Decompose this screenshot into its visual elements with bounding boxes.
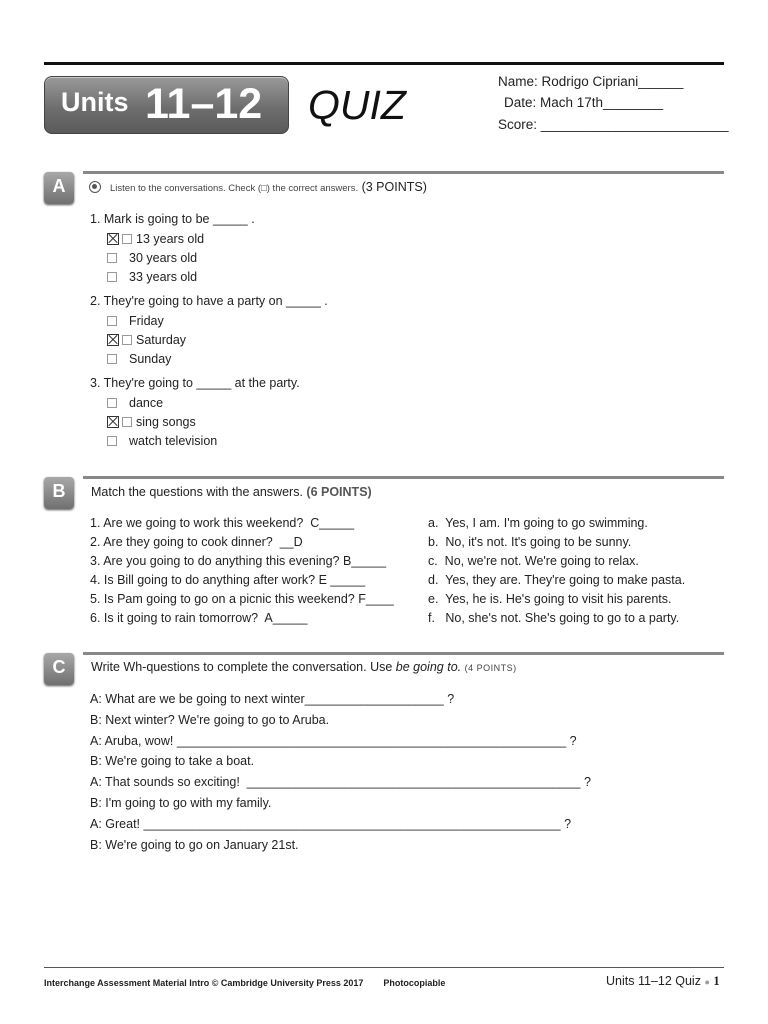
answer-option-label: watch television	[129, 434, 218, 448]
section-c-instruction-italic: be going to.	[395, 660, 462, 674]
answer-option[interactable]	[107, 232, 204, 246]
answer-option[interactable]	[107, 270, 197, 284]
audio-icon	[89, 181, 101, 193]
answer-option[interactable]	[107, 396, 163, 410]
answer-option[interactable]	[107, 415, 196, 429]
checkbox-icon[interactable]	[107, 253, 117, 263]
answer-option-label: 30 years old	[129, 251, 198, 265]
conversation-line[interactable]: A: What are we be going to next winter____________________ ?	[90, 692, 455, 706]
section-a-points: (3 POINTS)	[361, 180, 427, 194]
conversation-line[interactable]: A: Aruba, wow! ________________________________________________________ ?	[90, 733, 577, 748]
match-question[interactable]: 6. Is it going to rain tomorrow? A_____	[90, 611, 308, 625]
answer-option-label: sing songs	[136, 415, 196, 429]
answer-option[interactable]	[107, 352, 171, 366]
section-c-badge: C	[44, 653, 74, 685]
question-prompt: 2. They're going to have a party on _____ .	[90, 294, 328, 308]
name-field[interactable]: Name: Rodrigo Cipriani______	[498, 74, 684, 89]
units-numbers: 11–12	[145, 80, 263, 128]
match-answer: e. Yes, he is. He's going to visit his parents.	[428, 592, 672, 606]
checked-box-icon[interactable]	[107, 334, 119, 346]
date-field[interactable]: Date: Mach 17th________	[504, 95, 664, 110]
answer-option[interactable]	[107, 434, 217, 448]
match-answer: d. Yes, they are. They're going to make pasta.	[428, 573, 686, 587]
quiz-title: QUIZ	[308, 82, 406, 128]
match-question[interactable]: 1. Are we going to work this weekend? C_____	[90, 516, 355, 530]
footer-separator: ●	[704, 977, 710, 987]
conversation-line: B: Next winter? We're going to go to Aruba.	[90, 712, 330, 727]
section-c-instruction-text: Write Wh-questions to complete the conversation. Use	[91, 660, 396, 674]
units-banner	[44, 76, 289, 134]
conversation-line[interactable]: A: Great! ____________________________________________________________ ?	[90, 816, 572, 831]
answer-option-label: 13 years old	[136, 232, 205, 246]
section-a-rule	[83, 171, 724, 174]
match-answer: c. No, we're not. We're going to relax.	[428, 554, 639, 568]
checkbox-icon[interactable]	[107, 272, 117, 282]
section-b-instruction	[91, 485, 372, 499]
answer-option[interactable]	[107, 314, 164, 328]
section-b-badge: B	[44, 477, 74, 509]
checkbox-icon[interactable]	[122, 335, 132, 345]
page-number: 1	[713, 974, 720, 988]
answer-option-label: Sunday	[129, 352, 172, 366]
conversation-line: B: We're going to take a boat.	[90, 754, 255, 769]
match-answer: f. No, she's not. She's going to go to a party.	[428, 611, 680, 625]
checkbox-icon[interactable]	[107, 354, 117, 364]
match-question[interactable]: 3. Are you going to do anything this evening? B_____	[90, 554, 387, 568]
units-word: Units	[61, 87, 129, 117]
section-c-points: (4 POINTS)	[464, 663, 517, 673]
answer-option[interactable]	[107, 333, 186, 347]
checked-box-icon[interactable]	[107, 233, 119, 245]
conversation-line[interactable]: A: That sounds so exciting! ________________________________________________ ?	[90, 775, 591, 790]
checkbox-icon[interactable]	[107, 316, 117, 326]
conversation-line: B: I'm going to go with my family.	[90, 796, 272, 810]
section-a-instruction-text: Listen to the conversations. Check (□) the correct answers.	[110, 183, 359, 194]
checkbox-icon[interactable]	[107, 436, 117, 446]
conversation-line: B: We're going to go on January 21st.	[90, 837, 299, 852]
question-prompt: 1. Mark is going to be _____ .	[90, 212, 255, 226]
checked-box-icon[interactable]	[107, 416, 119, 428]
match-question[interactable]: 4. Is Bill going to do anything after work? E _____	[90, 573, 366, 587]
section-c-rule	[83, 652, 724, 655]
section-b-instruction-text: Match the questions with the answers.	[91, 485, 303, 499]
answer-option[interactable]	[107, 251, 197, 265]
footer-quiz-label: Units 11–12 Quiz	[606, 974, 701, 988]
match-answer: a. Yes, I am. I'm going to go swimming.	[428, 516, 648, 530]
match-question[interactable]: 2. Are they going to cook dinner? __D	[90, 535, 303, 549]
checkbox-icon[interactable]	[122, 417, 132, 427]
footer-rule	[44, 967, 724, 968]
footer-copyright: Interchange Assessment Material Intro © Cambridge University Press 2017 Photocopiable	[44, 978, 446, 988]
answer-option-label: dance	[129, 396, 164, 410]
section-a-badge: A	[44, 172, 74, 204]
section-b-rule	[83, 476, 724, 479]
section-c-instruction	[91, 660, 517, 674]
score-field[interactable]: Score: _________________________	[498, 117, 729, 132]
checkbox-icon[interactable]	[122, 234, 132, 244]
match-answer: b. No, it's not. It's going to be sunny.	[428, 535, 632, 549]
top-rule	[44, 62, 724, 65]
section-b-points: (6 POINTS)	[306, 485, 372, 499]
answer-option-label: Saturday	[136, 333, 187, 347]
question-prompt: 3. They're going to _____ at the party.	[90, 376, 300, 390]
footer-page-info	[606, 974, 720, 989]
answer-option-label: Friday	[129, 314, 164, 328]
checkbox-icon[interactable]	[107, 398, 117, 408]
section-a-instruction	[110, 180, 427, 194]
answer-option-label: 33 years old	[129, 270, 198, 284]
match-question[interactable]: 5. Is Pam going to go on a picnic this weekend? F____	[90, 592, 394, 606]
